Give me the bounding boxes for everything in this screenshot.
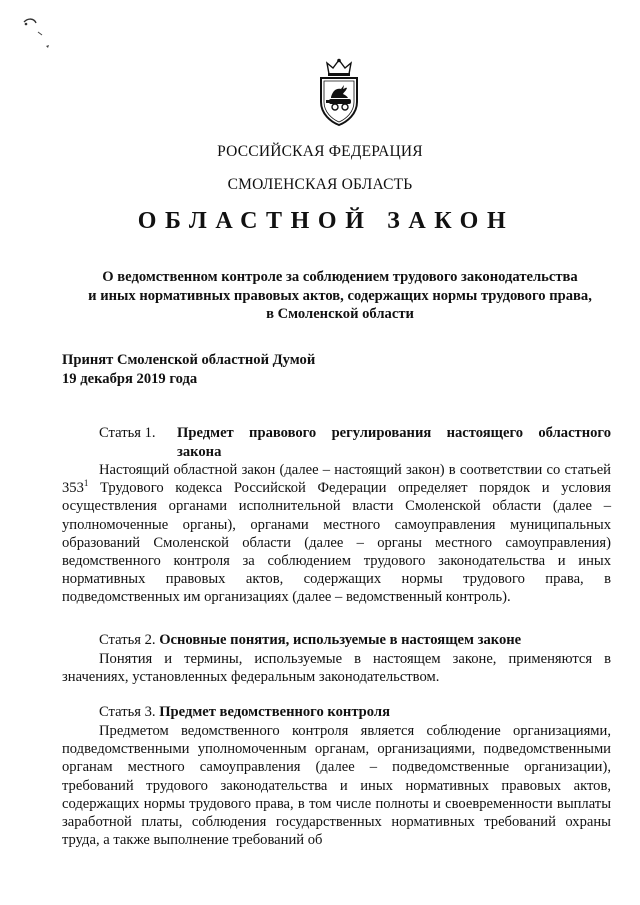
article-3-heading (99, 703, 390, 722)
adopted-by: Принят Смоленской областной Думой (62, 352, 316, 368)
article-text: Трудового кодекса Российской Федерации определяет порядок и условия осуществления органами исполнительной власти Смоленской области (далее – уполномоченные органы), органами местного самоуправления муниципальных образований Смоленской области (далее – органы местного самоуправления) ведомственного контроля за соблюдением трудового законодательства и иных нормативных правовых актов, содержащих нормы трудового права, в подведомственных им организациях (далее – ведомственный контроль). (62, 480, 611, 606)
law-title (60, 268, 620, 324)
law-title-line: О ведомственном контроле за соблюдением трудового законодательства (102, 269, 578, 285)
law-title-line: и иных нормативных правовых актов, содержащих нормы трудового права, (88, 287, 592, 304)
article-title: Предмет ведомственного контроля (159, 704, 390, 720)
adoption-date: 19 декабря 2019 года (62, 371, 198, 387)
region-name: СМОЛЕНСКАЯ ОБЛАСТЬ (227, 176, 413, 193)
article-title-line: Предмет правового регулирования настоящего областного (177, 425, 611, 441)
smolensk-coat-of-arms-icon (313, 58, 365, 128)
article-1-text (62, 461, 611, 607)
article-title-line: закона (177, 443, 222, 460)
adoption-info (62, 351, 315, 389)
article-number: Статья 3. (99, 704, 160, 720)
article-number: Статья 1. (99, 425, 156, 441)
article-text: Настоящий областной закон (далее – настоящий закон) в соответствии со статьей 353 (62, 462, 611, 497)
article-title: Основные понятия, используемые в настоящем законе (159, 632, 522, 648)
country-name: РОССИЙСКАЯ ФЕДЕРАЦИЯ (217, 143, 423, 160)
article-1-heading (99, 424, 611, 461)
document-type-heading: ОБЛАСТНОЙ ЗАКОН (137, 208, 515, 234)
article-3-text: Предметом ведомственного контроля является соблюдение организациями, подведомственными уполномоченным органам, организациями, подведомственными органам местного самоуправления (далее – подведомственные организации), требований трудового законодательства и иных нормативных правовых актов, содержащих нормы трудового права, в том числе полноты и своевременности выплаты заработной платы, соблюдения государственных нормативных требований охраны труда, а также выполнение требований об (62, 723, 611, 849)
footnote-superscript: 1 (83, 478, 89, 489)
article-2-text: Понятия и термины, используемые в настоящем законе, применяются в значениях, установленных федеральным законодательством. (62, 651, 611, 686)
law-title-line: в Смоленской области (266, 306, 414, 322)
article-2-heading (99, 631, 521, 650)
article-number: Статья 2. (99, 632, 160, 648)
article-title (177, 424, 611, 461)
scan-artifact-mark (22, 18, 62, 58)
